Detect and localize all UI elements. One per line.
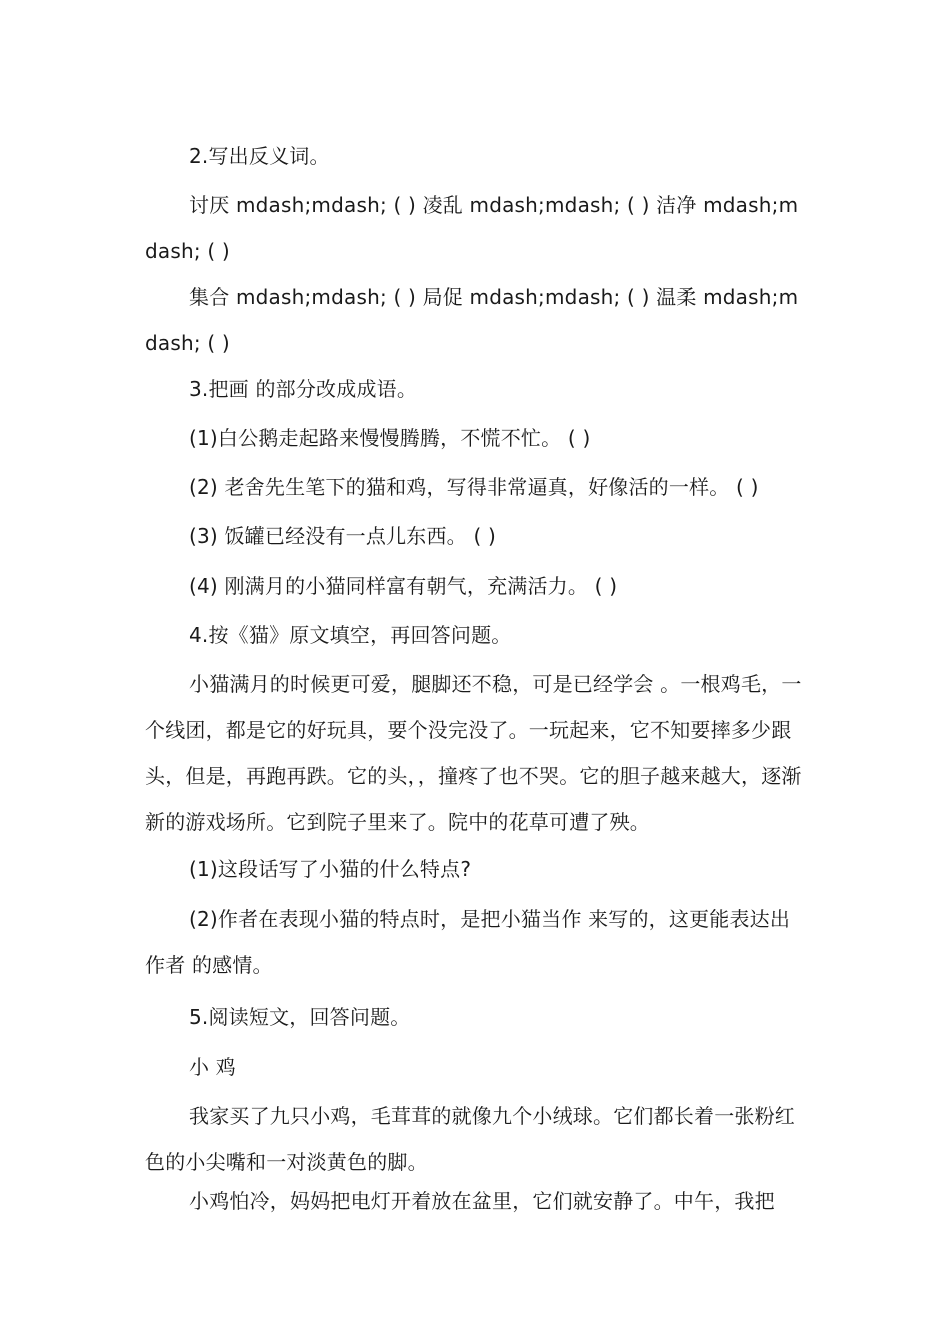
idiom-item-1: (1)白公鹅走起路来慢慢腾腾，不慌不忙。 ( ) <box>189 426 591 450</box>
story-title: 小 鸡 <box>189 1055 236 1079</box>
story-paragraph-1: 我家买了九只小鸡，毛茸茸的就像九个小绒球。它们都长着一张粉红色的小尖嘴和一对淡黄色的脚。 <box>145 1104 795 1174</box>
question-4-sub-2: (2)作者在表现小猫的特点时，是把小猫当作 来写的，这更能表达出作者 的感情。 <box>145 907 791 977</box>
antonym-row-1: 讨厌 mdash;mdash; ( ) 凌乱 mdash;mdash; ( ) 洁净 mdash;mdash; ( ) <box>145 193 799 263</box>
antonym-row-2: 集合 mdash;mdash; ( ) 局促 mdash;mdash; ( ) 温柔 mdash;mdash; ( ) <box>145 285 799 355</box>
question-5-heading: 5.阅读短文，回答问题。 <box>189 1005 411 1029</box>
question-4-heading: 4.按《猫》原文填空，再回答问题。 <box>189 623 512 647</box>
cat-passage: 小猫满月的时候更可爱，腿脚还不稳，可是已经学会 。一根鸡毛，一个线团，都是它的好玩具，要个没完没了。一玩起来，它不知要摔多少跟头，但是，再跑再跌。它的头，，撞疼了也不哭。它的胆子越来越大，逐渐 新的游戏场所。它到院子里来了。院中的花草可遭了殃。 <box>145 672 802 834</box>
idiom-item-2: (2) 老舍先生笔下的猫和鸡，写得非常逼真，好像活的一样。 ( ) <box>189 475 759 499</box>
story-paragraph-2: 小鸡怕冷，妈妈把电灯开着放在盆里，它们就安静了。中午，我把 <box>189 1189 775 1213</box>
idiom-item-3: (3) 饭罐已经没有一点儿东西。 ( ) <box>189 524 497 548</box>
question-4-sub-1: (1)这段话写了小猫的什么特点? <box>189 857 472 881</box>
question-2-heading: 2.写出反义词。 <box>189 144 330 168</box>
question-3-heading: 3.把画 的部分改成成语。 <box>189 377 418 401</box>
idiom-item-4: (4) 刚满月的小猫同样富有朝气，充满活力。 ( ) <box>189 574 618 598</box>
